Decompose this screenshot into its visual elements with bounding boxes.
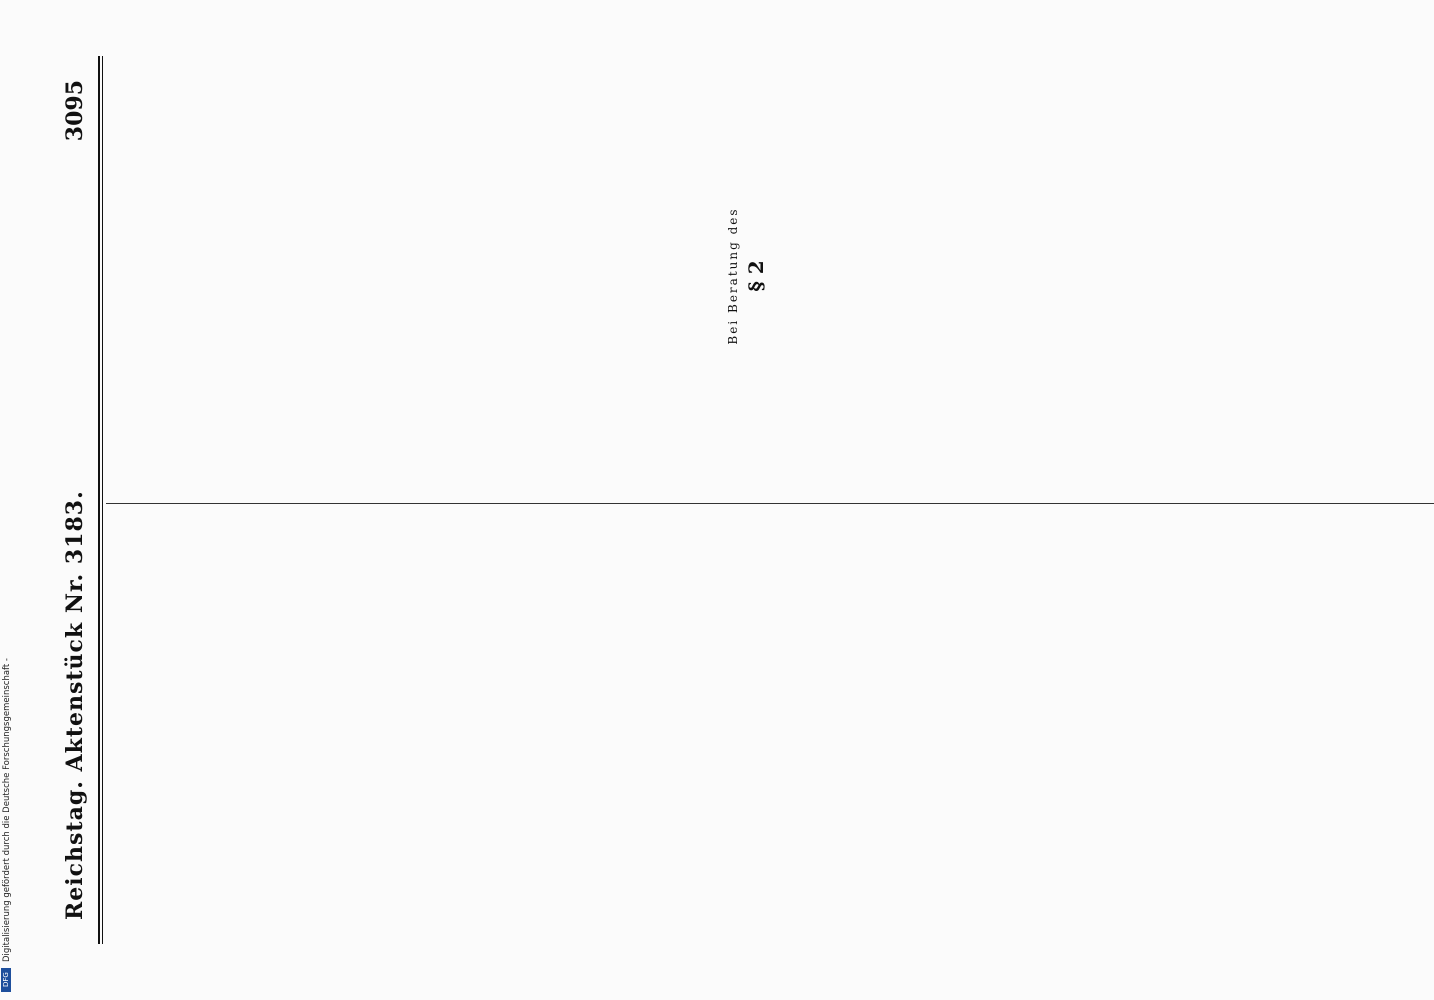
header-rule (98, 56, 100, 944)
header-title: Reichstag. Aktenstück Nr. 3183. (62, 490, 88, 920)
dfg-logo-icon: DFG (1, 968, 11, 992)
rotated-document-page (40, 40, 1434, 960)
digitization-note: Digitalisierung gefördert durch die Deutsche Forschungsgemeinschaft - (2, 658, 12, 962)
header-rule-thin (102, 56, 103, 944)
page-header (54, 40, 94, 960)
section-subheading: Bei Beratung des (726, 207, 740, 345)
left-column (114, 518, 1434, 938)
page-number: 3095 (62, 80, 88, 142)
right-column (114, 62, 1434, 490)
section-heading: § 2 (744, 260, 768, 292)
column-divider (106, 503, 1434, 504)
